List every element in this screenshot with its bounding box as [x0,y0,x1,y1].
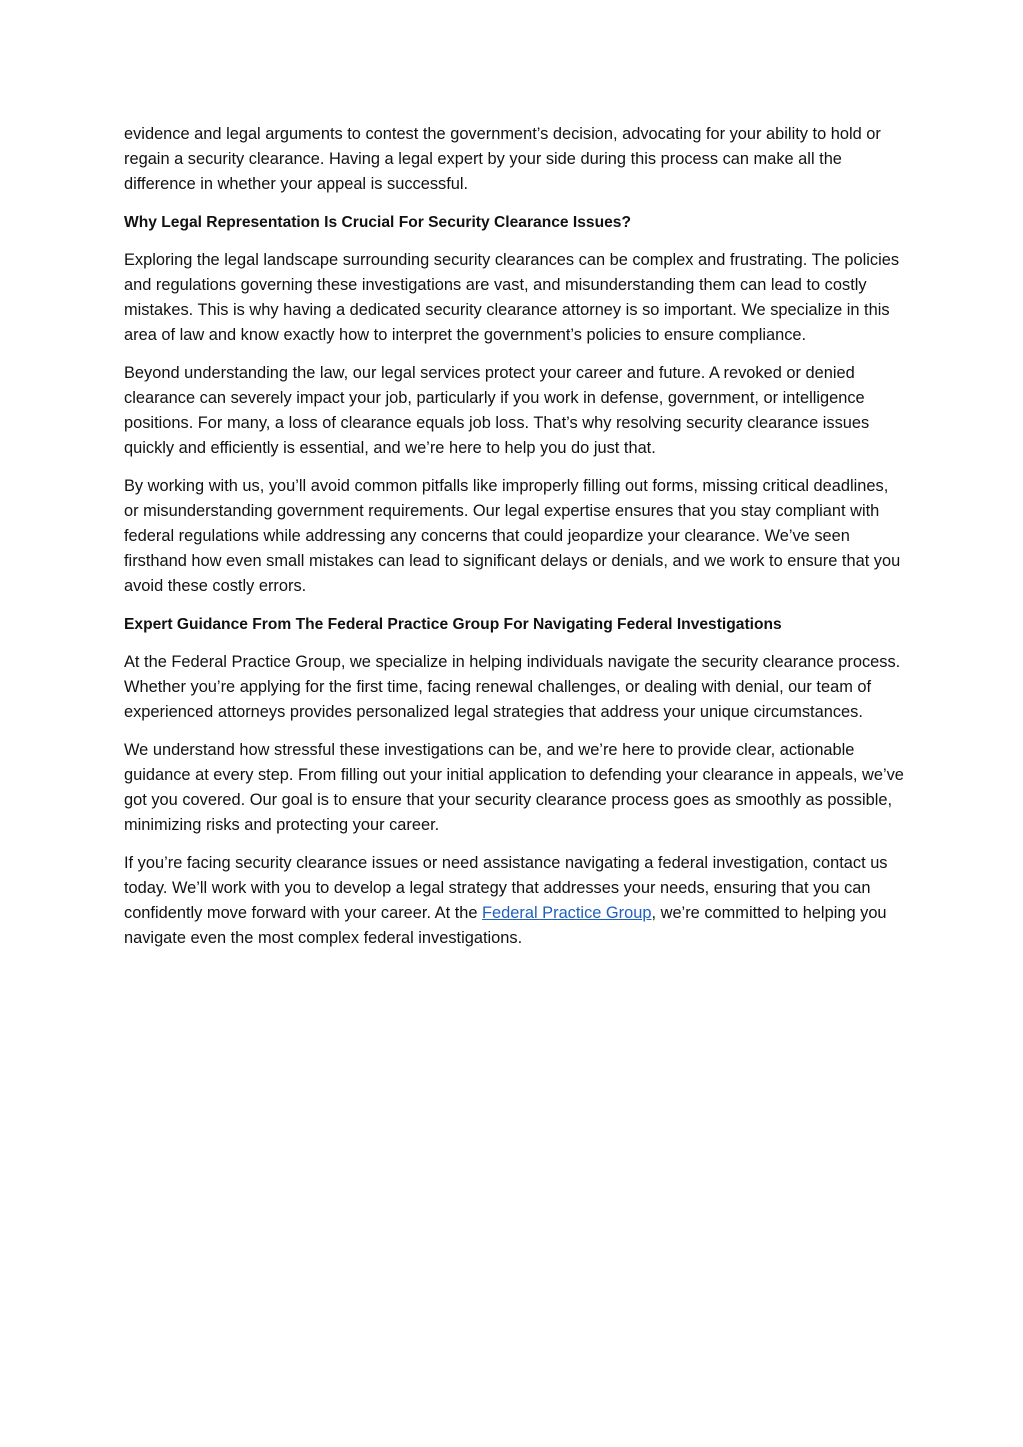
closing-text-before-link: If you’re facing security clearance issues or need assistance navigating a federal investigation, contact us today. We’ll work with you to develop a legal strategy that addresses your needs, ensuring that you can confidently move forward with your career. At the [124,854,888,922]
paragraph-avoid-pitfalls: By working with us, you’ll avoid common pitfalls like improperly filling out forms, missing critical deadlines, or misunderstanding government requirements. Our legal expertise ensures that you stay compliant with federal regulations while addressing any concerns that could jeopardize your clearance. We’ve seen firsthand how even small mistakes can lead to significant delays or denials, and we work to ensure that you avoid these costly errors. [124,477,901,595]
paragraph-career-protection: Beyond understanding the law, our legal services protect your career and future. A revoked or denied clearance can severely impact your job, particularly if you work in defense, government, or intelligence positions. For many, a loss of clearance equals job loss. That’s why resolving security clearance issues quickly and efficiently is essential, and we’re here to help you do just that. [124,364,870,457]
paragraph-legal-landscape: Exploring the legal landscape surrounding security clearances can be complex and frustrating. The policies and regulations governing these investigations are vast, and misunderstanding them can lead to costly mistakes. This is why having a dedicated security clearance attorney is so important. We specialize in this area of law and know exactly how to interpret the government’s policies to ensure compliance. [124,251,900,344]
document-page [124,122,904,964]
federal-practice-group-link[interactable]: Federal Practice Group [482,904,652,922]
paragraph-federal-practice-group: At the Federal Practice Group, we specialize in helping individuals navigate the security clearance process. Whether you’re applying for the first time, facing renewal challenges, or dealing with denial, our team of experienced attorneys provides personalized legal strategies that address your unique circumstances. [124,653,901,721]
closing-text-after-link: , we’re committed to helping you navigate even the most complex federal investigations. [124,904,887,947]
section-heading-expert-guidance: Expert Guidance From The Federal Practice Group For Navigating Federal Investigations [124,616,782,633]
paragraph-stressful-investigations: We understand how stressful these investigations can be, and we’re here to provide clear, actionable guidance at every step. From filling out your initial application to defending your clearance in appeals, we’ve got you covered. Our goal is to ensure that your security clearance process goes as smoothly as possible, minimizing risks and protecting your career. [124,741,904,834]
section-heading-legal-representation: Why Legal Representation Is Crucial For Security Clearance Issues? [124,214,631,231]
paragraph-closing [124,851,904,951]
paragraph-appeal-continuation: evidence and legal arguments to contest the government’s decision, advocating for your ability to hold or regain a security clearance. Having a legal expert by your side during this process can make all the difference in whether your appeal is successful. [124,125,881,193]
